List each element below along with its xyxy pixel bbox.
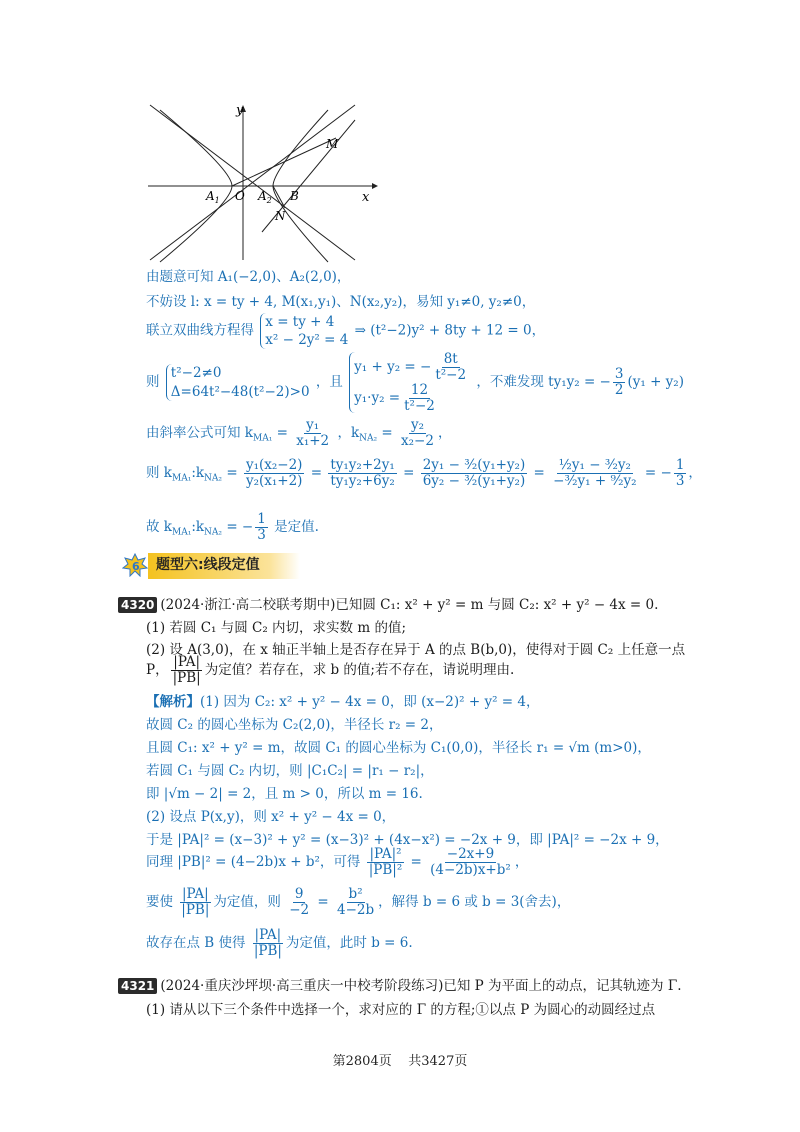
footer-total: 共3427页 (408, 1054, 468, 1069)
sol1-line4-frac: $\frac{3}{2}$ (614, 366, 624, 399)
label-m: M (326, 137, 339, 151)
problem-4320-number: 4320 (118, 597, 157, 613)
sol1-line6: 则 $k_{MA_1}:k_{NA_2}$ = $\frac{\text{y₁(x₂−2)}}{\text{y₂(x₁+2)}}$ = $\frac{\text{ty₁y₂+2y₁}}{\text{ty₁y₂+6y₂}}$ = $\frac{\text{2y₁ − ³⁄₂(y₁+y₂)}}{\text{6y₂ − ³⁄₂(y₁+y₂)}}$ = $\frac{\text{½y₁ − ³⁄₂y₂}}{\text{−³⁄₂y₁ + ⁹⁄₂y₂}}$ = − $\frac{1}{3}$ ， (146, 457, 702, 489)
sol1-line4-systemB (349, 352, 470, 413)
section-badge-number: 6 (132, 560, 140, 573)
problem-4321-stem: 4321 (2024·重庆沙坪坝·高三重庆一中校考阶段练习)已知 P 为平面上的动点，记其轨迹为 Γ. (118, 974, 682, 994)
problem-4320-s10: 故存在点 B 使得 $\frac{|PA|}{|PB|}$ 为定值，此时 b = 6. (146, 927, 413, 959)
sol1-line3-sys2: x² − 2y² = 4 (265, 332, 349, 349)
sol1-line3-system (260, 313, 348, 349)
sol1-line2: 不妨设 l: x = ty + 4, M(x₁,y₁)、N(x₂,y₂)，易知 y₁≠0, y₂≠0， (146, 294, 536, 310)
problem-4320-s1: 【解析】(1) 因为 C₂: x² + y² − 4x = 0，即 (x−2)² + y² = 4， (146, 694, 540, 710)
sol1-line4-systemA (166, 364, 310, 400)
sol1-line3-prefix: 联立双曲线方程得 (146, 322, 254, 339)
sol1-line4-prefix: 则 (146, 374, 160, 391)
problem-4321-q1: (1) 请从以下三个条件中选择一个，求对应的 Γ 的方程;①以点 P 为圆心的动圆经过点 (146, 1002, 656, 1018)
label-a2: $A_2$ (258, 189, 272, 205)
problem-4320-s9: 要使 $\frac{|PA|}{|PB|}$ 为定值，则 $\frac{9}{-2}$ = $\frac{\text{b²}}{4-2b}$ ，解得 b = 6 或 b = 3(舍去)， (146, 886, 571, 918)
line-a2-n (273, 186, 285, 208)
page-footer (0, 1050, 800, 1069)
sol1-line3-sys1: x = ty + 4 (265, 314, 335, 330)
problem-4320-s5: 即 |√m − 2| = 2，且 m > 0，所以 m = 16. (146, 786, 423, 802)
label-x: x (362, 190, 370, 205)
section-title: 题型六:线段定值 (148, 553, 300, 579)
sol1-line4-end: (y₁ + y₂) (627, 374, 684, 391)
sol1-line3 (146, 313, 545, 349)
label-o: O (235, 189, 245, 203)
label-a1: $A_1$ (206, 189, 220, 205)
problem-4320-q2: (2) 设 A(3,0)，在 x 轴正半轴上是否存在异于 A 的点 B(b,0)，使得对于圆 C₂ 上任意一点 (146, 642, 686, 658)
sol1-line5: 由斜率公式可知 $k_{MA_1}$ = $\frac{\text{y₁}}{\text{x₁+2}}$ ，$k_{NA_2}$ = $\frac{\text{y₂}}{\text{x₂−2}}$ ， (146, 417, 452, 449)
label-b: B (290, 189, 299, 203)
problem-4321-number: 4321 (118, 978, 157, 994)
problem-4320-q2b: P， $\frac{|PA|}{|PB|}$ 为定值？若存在，求 b 的值;若不存在，请说明理由. (146, 654, 515, 686)
footer-page: 第2804页 (332, 1054, 392, 1069)
sol1-line7: 故 $k_{MA_1}:k_{NA_2}$ = − $\frac{1}{3}$ 是定值. (146, 511, 319, 543)
sol1-line4-mid: ，且 (315, 374, 343, 391)
sol1-line4 (146, 352, 684, 413)
sol1-line4-suffix: ，不难发现 ty₁y₂ = − (476, 374, 611, 391)
problem-4320-s8: 同理 |PB|² = (4−2b)x + b²，可得 $\frac{\text{|PA|²}}{\text{|PB|²}}$ = $\frac{-2x+9}{\text{(4−2b)x+b²}}$ ， (146, 846, 529, 878)
problem-4320-s4: 若圆 C₁ 与圆 C₂ 内切，则 |C₁C₂| = |r₁ − r₂|， (146, 763, 434, 779)
sol1-line4-sysA1: t²−2≠0 (170, 365, 222, 382)
sol1-line4-sysB2: y₁·y₂ = $\frac{12}{\text{t²−2}}$ (354, 381, 435, 414)
problem-4320-stem: 4320 (2024·浙江·高二校联考期中)已知圆 C₁: x² + y² = m 与圆 C₂: x² + y² − 4x = 0. (118, 593, 658, 613)
sol1-line4-sysB1: y₁ + y₂ = − $\frac{8t}{\text{t²−2}}$ (354, 351, 467, 383)
sol1-line3-suffix: ⇒ (t²−2)y² + 8ty + 12 = 0， (354, 322, 546, 339)
sol1-line1: 由题意可知 A₁(−2,0)、A₂(2,0)， (146, 269, 351, 285)
problem-4320-s3: 且圆 C₁: x² + y² = m，故圆 C₁ 的圆心坐标为 C₁(0,0)，半径长 r₁ = √m (m>0)， (146, 740, 651, 756)
sol1-line4-sysA2: Δ=64t²−48(t²−2)>0 (170, 383, 310, 400)
label-y: y (236, 103, 244, 118)
label-n: N (275, 209, 286, 223)
section-badge-icon (122, 553, 148, 577)
problem-4320-s7: 于是 |PA|² = (x−3)² + y² = (x−3)² + (4x−x²) = −2x + 9，即 |PA|² = −2x + 9， (146, 832, 669, 848)
problem-4320-q1: (1) 若圆 C₁ 与圆 C₂ 内切，求实数 m 的值; (146, 620, 406, 636)
problem-4320-s2: 故圆 C₂ 的圆心坐标为 C₂(2,0)，半径长 r₂ = 2， (146, 717, 443, 733)
problem-4320-s6: (2) 设点 P(x,y)，则 x² + y² − 4x = 0， (146, 809, 396, 825)
hyperbola-figure (140, 100, 380, 265)
x-axis-arrow-icon (372, 183, 378, 189)
